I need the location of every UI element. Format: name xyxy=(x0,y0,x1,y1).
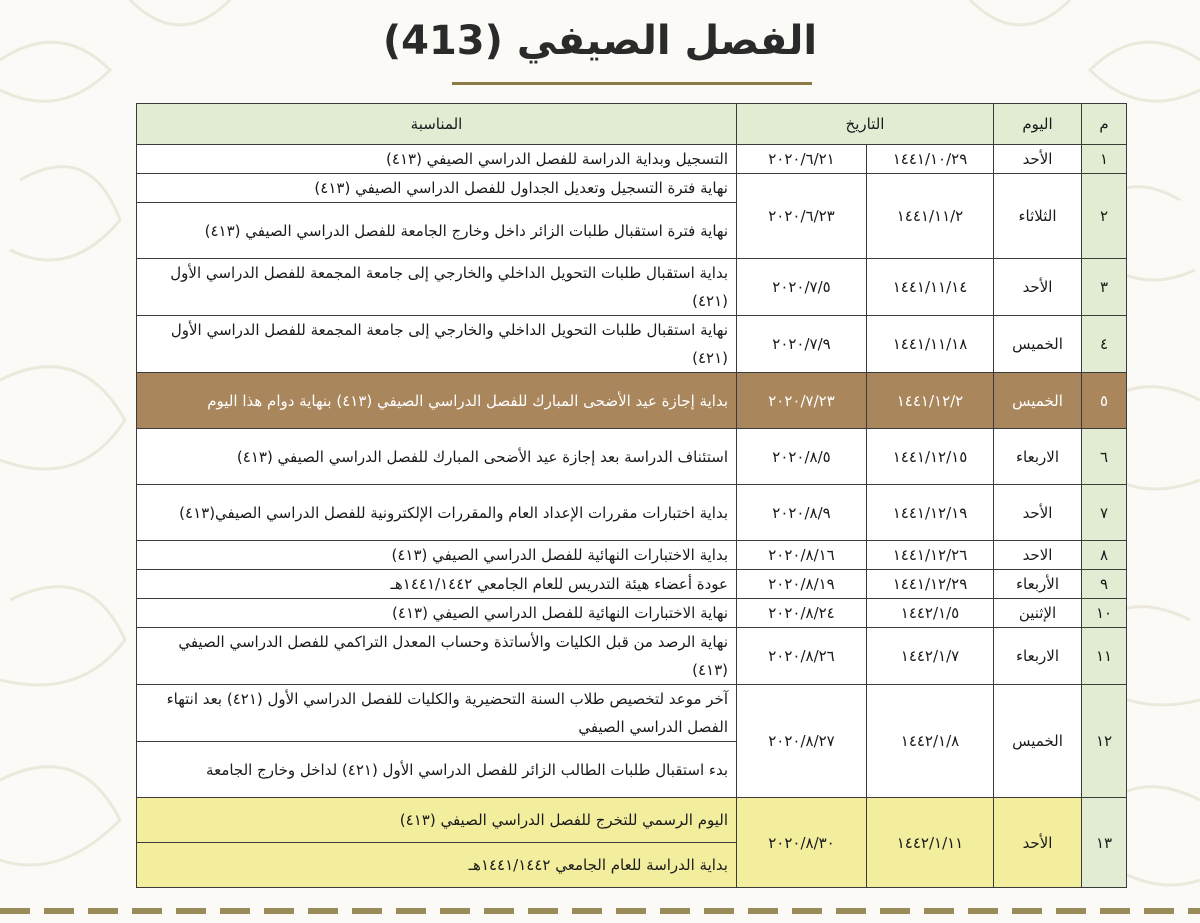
row-occasion: نهاية فترة التسجيل وتعديل الجداول للفصل الدراسي الصيفي (٤١٣) xyxy=(137,174,737,203)
row-hijri-date: ١٤٤١/١٢/٢٦ xyxy=(867,541,994,570)
row-day: الأحد xyxy=(994,259,1082,316)
title-underline xyxy=(452,82,812,85)
row-gregorian-date: ٢٠٢٠/٧/٥ xyxy=(737,259,867,316)
row-hijri-date: ١٤٤١/١٢/١٩ xyxy=(867,485,994,541)
row-occasion: نهاية الرصد من قبل الكليات والأساتذة وحساب المعدل التراكمي للفصل الدراسي الصيفي (٤١٣) xyxy=(137,628,737,685)
row-gregorian-date: ٢٠٢٠/٦/٢١ xyxy=(737,145,867,174)
row-hijri-date: ١٤٤١/١٢/١٥ xyxy=(867,429,994,485)
row-occasion: بداية اختبارات مقررات الإعداد العام والمقررات الإلكترونية للفصل الدراسي الصيفي(٤١٣) xyxy=(137,485,737,541)
row-hijri-date: ١٤٤١/١٢/٢٩ xyxy=(867,570,994,599)
table-row xyxy=(137,541,1127,570)
table-row xyxy=(137,628,1127,685)
row-day: الاربعاء xyxy=(994,628,1082,685)
row-occasion: بدء استقبال طلبات الطالب الزائر للفصل الدراسي الأول (٤٢١) لداخل وخارج الجامعة xyxy=(137,742,737,798)
row-number: ١٢ xyxy=(1082,685,1127,798)
row-occasion: آخر موعد لتخصيص طلاب السنة التحضيرية والكليات للفصل الدراسي الأول (٤٢١) بعد انتهاء الفصل الدراسي الصيفي xyxy=(137,685,737,742)
row-occasion: بداية الدراسة للعام الجامعي ١٤٤١/١٤٤٢هـ xyxy=(137,843,737,888)
table-row xyxy=(137,316,1127,373)
header-day: اليوم xyxy=(994,104,1082,145)
row-day: الأربعاء xyxy=(994,570,1082,599)
row-number: ٢ xyxy=(1082,174,1127,259)
table-row xyxy=(137,145,1127,174)
row-occasion: بداية استقبال طلبات التحويل الداخلي والخارجي إلى جامعة المجمعة للفصل الدراسي الأول (٤٢١) xyxy=(137,259,737,316)
header-num: م xyxy=(1082,104,1127,145)
row-hijri-date: ١٤٤١/١٢/٢ xyxy=(867,373,994,429)
row-day: الأحد xyxy=(994,798,1082,888)
row-gregorian-date: ٢٠٢٠/٨/١٩ xyxy=(737,570,867,599)
table-row xyxy=(137,259,1127,316)
row-gregorian-date: ٢٠٢٠/٦/٢٣ xyxy=(737,174,867,259)
row-number: ١٣ xyxy=(1082,798,1127,888)
row-number: ٤ xyxy=(1082,316,1127,373)
row-occasion: اليوم الرسمي للتخرج للفصل الدراسي الصيفي (٤١٣) xyxy=(137,798,737,843)
row-occasion: نهاية الاختبارات النهائية للفصل الدراسي الصيفي (٤١٣) xyxy=(137,599,737,628)
row-gregorian-date: ٢٠٢٠/٨/٢٦ xyxy=(737,628,867,685)
table-row-holiday xyxy=(137,373,1127,429)
table-row xyxy=(137,485,1127,541)
row-occasion: نهاية استقبال طلبات التحويل الداخلي والخارجي إلى جامعة المجمعة للفصل الدراسي الأول (٤٢١) xyxy=(137,316,737,373)
row-hijri-date: ١٤٤١/١١/٢ xyxy=(867,174,994,259)
row-gregorian-date: ٢٠٢٠/٨/٢٧ xyxy=(737,685,867,798)
row-day: الخميس xyxy=(994,316,1082,373)
row-hijri-date: ١٤٤٢/١/١١ xyxy=(867,798,994,888)
calendar-table xyxy=(136,103,1127,888)
bottom-dashed-border xyxy=(0,908,1200,914)
row-day: الأحد xyxy=(994,485,1082,541)
header-row xyxy=(137,104,1127,145)
row-gregorian-date: ٢٠٢٠/٧/٢٣ xyxy=(737,373,867,429)
row-day: الخميس xyxy=(994,685,1082,798)
row-gregorian-date: ٢٠٢٠/٨/٩ xyxy=(737,485,867,541)
row-number: ٨ xyxy=(1082,541,1127,570)
row-day: الخميس xyxy=(994,373,1082,429)
row-occasion: عودة أعضاء هيئة التدريس للعام الجامعي ١٤٤١/١٤٤٢هـ xyxy=(137,570,737,599)
table-row xyxy=(137,685,1127,742)
row-number: ١ xyxy=(1082,145,1127,174)
row-day: الأحد xyxy=(994,145,1082,174)
row-occasion: بداية إجازة عيد الأضحى المبارك للفصل الدراسي الصيفي (٤١٣) بنهاية دوام هذا اليوم xyxy=(137,373,737,429)
row-gregorian-date: ٢٠٢٠/٨/١٦ xyxy=(737,541,867,570)
row-number: ٦ xyxy=(1082,429,1127,485)
header-occasion: المناسبة xyxy=(137,104,737,145)
table-row-graduation xyxy=(137,798,1127,843)
row-number: ٣ xyxy=(1082,259,1127,316)
row-occasion: استئناف الدراسة بعد إجازة عيد الأضحى المبارك للفصل الدراسي الصيفي (٤١٣) xyxy=(137,429,737,485)
row-number: ٧ xyxy=(1082,485,1127,541)
row-gregorian-date: ٢٠٢٠/٨/٥ xyxy=(737,429,867,485)
row-hijri-date: ١٤٤١/١٠/٢٩ xyxy=(867,145,994,174)
row-number: ٩ xyxy=(1082,570,1127,599)
row-hijri-date: ١٤٤١/١١/١٨ xyxy=(867,316,994,373)
row-gregorian-date: ٢٠٢٠/٨/٢٤ xyxy=(737,599,867,628)
row-hijri-date: ١٤٤١/١١/١٤ xyxy=(867,259,994,316)
row-gregorian-date: ٢٠٢٠/٨/٣٠ xyxy=(737,798,867,888)
table-row xyxy=(137,570,1127,599)
row-occasion: بداية الاختبارات النهائية للفصل الدراسي الصيفي (٤١٣) xyxy=(137,541,737,570)
table-row xyxy=(137,429,1127,485)
row-day: الاحد xyxy=(994,541,1082,570)
row-number: ١١ xyxy=(1082,628,1127,685)
row-day: الثلاثاء xyxy=(994,174,1082,259)
row-occasion: التسجيل وبداية الدراسة للفصل الدراسي الصيفي (٤١٣) xyxy=(137,145,737,174)
row-number: ١٠ xyxy=(1082,599,1127,628)
row-hijri-date: ١٤٤٢/١/٧ xyxy=(867,628,994,685)
page-title: الفصل الصيفي (413) xyxy=(382,18,818,64)
row-day: الاربعاء xyxy=(994,429,1082,485)
row-hijri-date: ١٤٤٢/١/٥ xyxy=(867,599,994,628)
table-row xyxy=(137,599,1127,628)
row-number: ٥ xyxy=(1082,373,1127,429)
row-hijri-date: ١٤٤٢/١/٨ xyxy=(867,685,994,798)
table-row xyxy=(137,174,1127,203)
row-gregorian-date: ٢٠٢٠/٧/٩ xyxy=(737,316,867,373)
header-date: التاريخ xyxy=(737,104,994,145)
row-occasion: نهاية فترة استقبال طلبات الزائر داخل وخارج الجامعة للفصل الدراسي الصيفي (٤١٣) xyxy=(137,203,737,259)
row-day: الإثنين xyxy=(994,599,1082,628)
